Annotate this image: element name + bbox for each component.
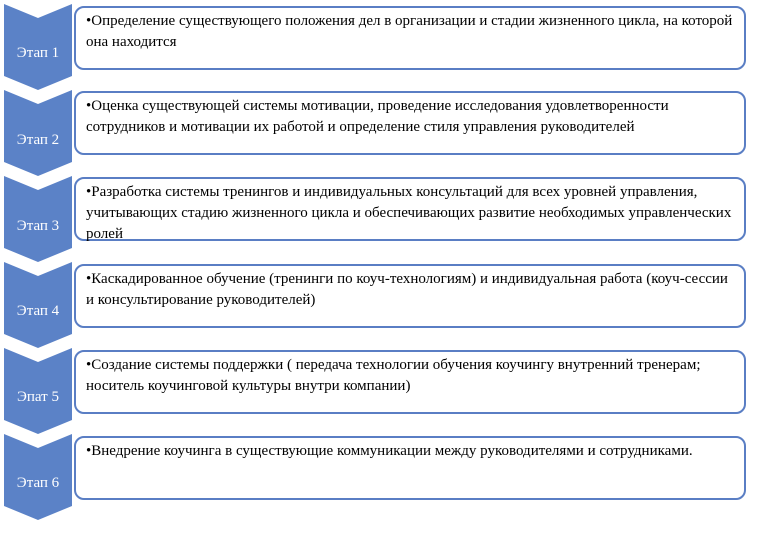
stage-1-card	[74, 6, 746, 70]
stage-1-description: •Определение существующего положения дел в организации и стадии жизненного цикла, на которой она находится	[86, 13, 733, 50]
stage-5-description: •Создание системы поддержки ( передача технологии обучения коучингу внутренний тренерам; носитель коучинговой культуры внутри компании)	[86, 357, 701, 394]
stage-4-card	[74, 264, 746, 328]
stage-6-card	[74, 436, 746, 500]
stage-4-description: •Каскадированное обучение (тренинги по коуч-технологиям) и индивидуальная работа (коуч-сессии и консультирование руководителей)	[86, 271, 728, 308]
stage-5-label: Эпат 5	[16, 389, 59, 405]
stage-3-description: •Разработка системы тренингов и индивидуальных консультаций для всех уровней управления, учитывающих стадию жизненного цикла и обеспечивающих развитие необходимых управленческих ролей	[86, 184, 732, 242]
stage-2-card	[74, 91, 746, 155]
stage-2-label: Этап 2	[16, 132, 60, 148]
stage-2-description: •Оценка существующей системы мотивации, проведение исследования удовлетворенности сотрудников и мотивации их работой и определение стиля управления руководителей	[86, 98, 669, 135]
stage-6-description: •Внедрение коучинга в существующие коммуникации между руководителями и сотрудниками.	[86, 443, 693, 459]
stage-5-card	[74, 350, 746, 414]
stage-6-label: Этап 6	[16, 475, 60, 491]
stage-3-label: Этап 3	[16, 218, 60, 234]
stage-4-label: Этап 4	[16, 303, 60, 319]
stage-3-card	[74, 177, 746, 241]
stage-1-label: Этап 1	[16, 45, 60, 61]
